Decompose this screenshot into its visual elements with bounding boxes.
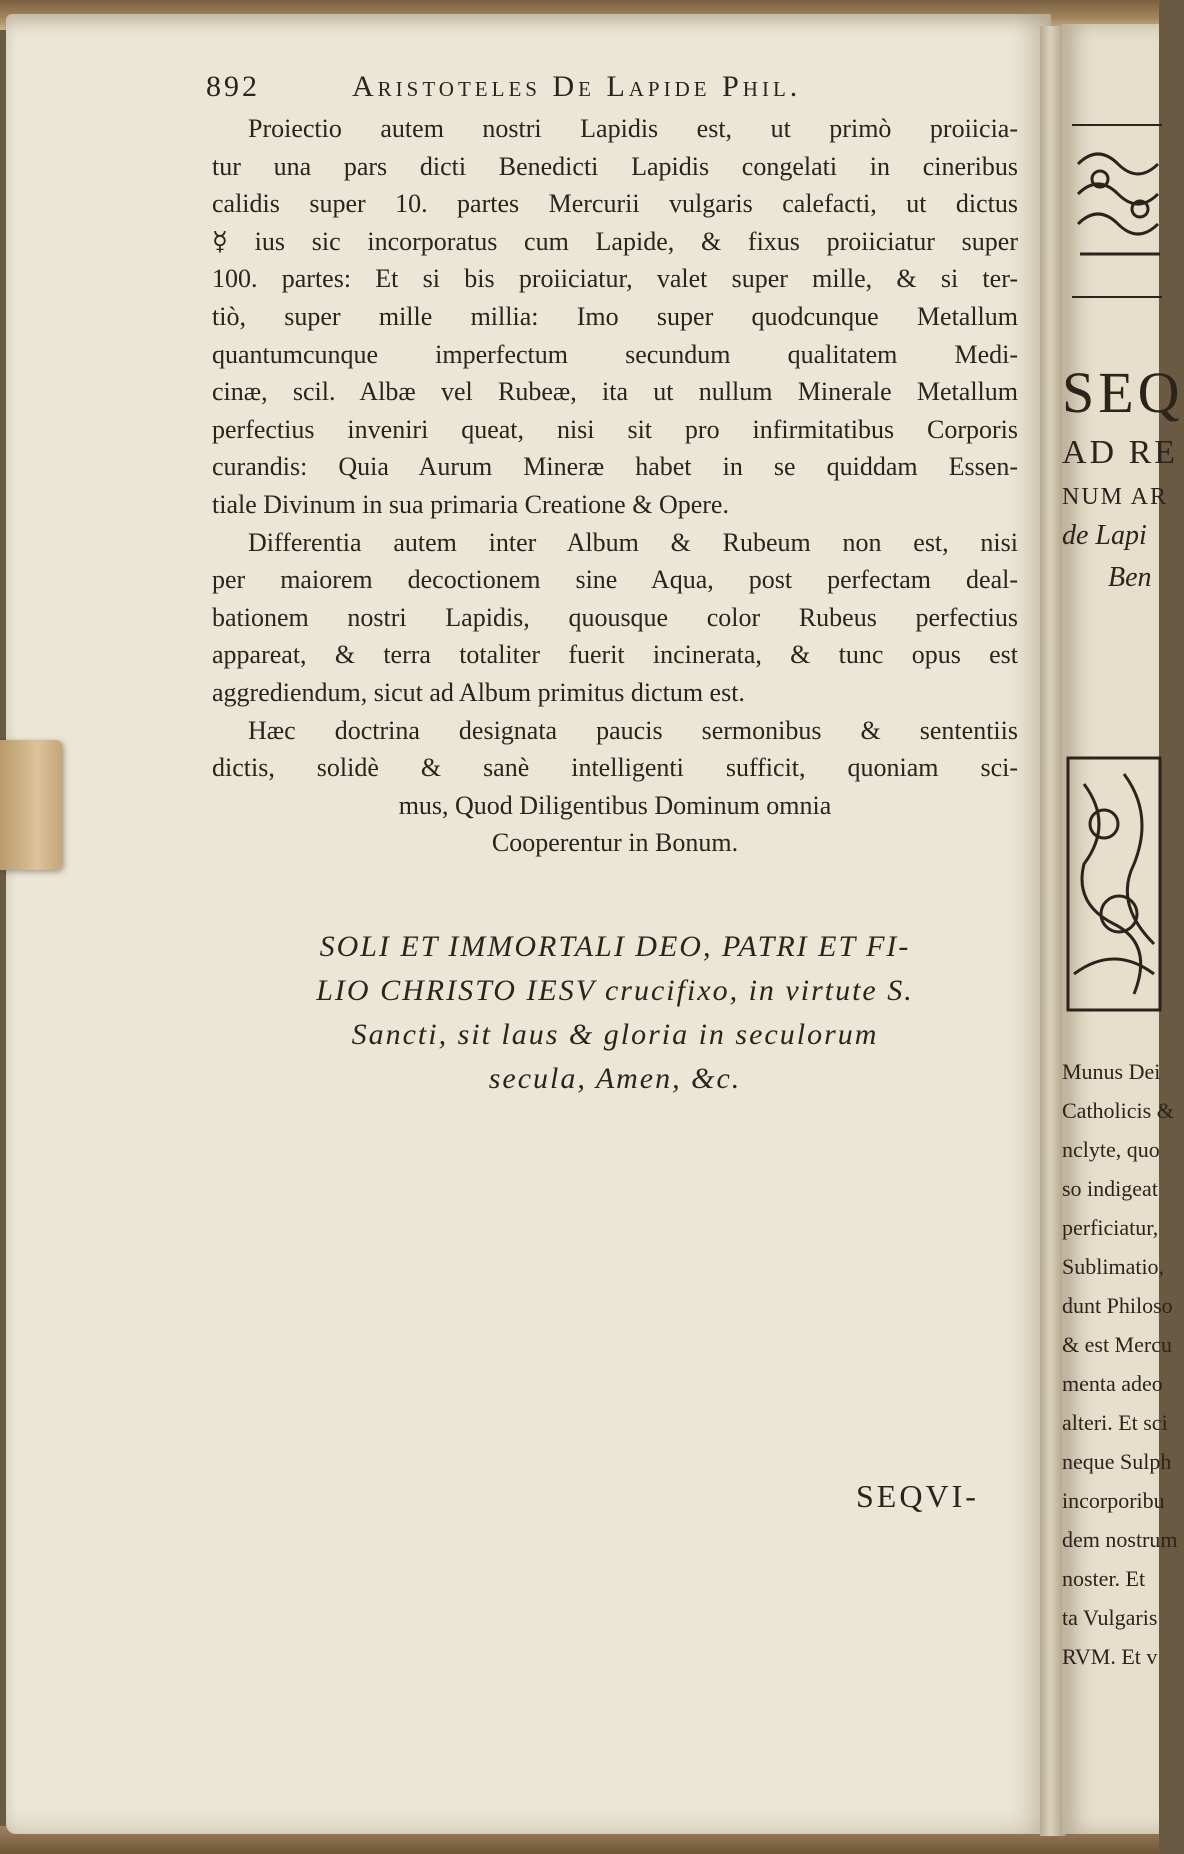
right-text-line: noster. Et (1062, 1566, 1146, 1591)
text-line: tur una pars dicti Benedicti Lapidis congelati in cineribus (212, 151, 1018, 181)
text-line: Differentia autem inter Album & Rubeum non est, nisi (248, 527, 1018, 557)
right-text-line: incorporibu (1062, 1488, 1165, 1513)
right-title-line: SEQ (1062, 360, 1184, 425)
text-line: ☿ ius sic incorporatus cum Lapide, & fixus proiiciatur super (212, 226, 1018, 256)
text-line: bationem nostri Lapidis, quousque color Rubeus perfectius (212, 602, 1018, 632)
right-text-line: menta adeo (1062, 1371, 1163, 1396)
right-text-line: perficiatur, (1062, 1215, 1159, 1240)
doxology (212, 925, 1018, 1101)
decorated-initial-icon (1064, 754, 1164, 1014)
paragraph-differentia (212, 524, 1018, 712)
right-text-line: RVM. Et v (1062, 1644, 1158, 1669)
right-text-line: & est Mercu (1062, 1332, 1172, 1357)
right-text-line: so indigeat (1062, 1176, 1158, 1201)
page-number: 892 (206, 70, 260, 103)
text-line: 100. partes: Et si bis proiiciatur, valet super mille, & si ter- (212, 264, 1018, 294)
ornament-rule (1072, 124, 1162, 126)
right-text-line: dem nostrum (1062, 1527, 1178, 1552)
text-line: appareat, & terra totaliter fuerit incinerata, & tunc opus est (212, 640, 1018, 670)
text-line: aggrediendum, sicut ad Album primitus dictum est. (212, 677, 745, 707)
text-line: tiale Divinum in sua primaria Creatione & Opere. (212, 489, 729, 519)
text-line: mus, Quod Diligentibus Dominum omnia (398, 790, 832, 820)
text-line: curandis: Quia Aurum Mineræ habet in se quiddam Essen- (212, 452, 1018, 482)
right-title-line: NUM AR (1062, 484, 1169, 510)
text-line: dictis, solidè & sanè intelligenti sufficit, quoniam sci- (212, 753, 1018, 783)
text-line: tiò, super mille millia: Imo super quodcunque Metallum (212, 301, 1018, 331)
doxology-line: secula, Amen, &c. (488, 1062, 742, 1095)
headpiece-ornament-icon (1070, 134, 1170, 294)
running-title: Aristoteles De Lapide Phil. (352, 70, 802, 103)
ornament-rule (1072, 296, 1162, 298)
right-text-line: ta Vulgaris (1062, 1605, 1158, 1630)
doxology-line: LIO CHRISTO IESV crucifixo, in virtute S. (316, 974, 914, 1007)
right-text-line: dunt Philoso (1062, 1293, 1173, 1318)
right-title-line: de Lapi (1062, 520, 1147, 551)
text-line: perfectius inveniri queat, nisi sit pro infirmitatibus Corporis (212, 414, 1018, 444)
right-title-line: Ben (1108, 562, 1152, 593)
right-text (1062, 1052, 1178, 1676)
text-line: Proiectio autem nostri Lapidis est, ut primò proiicia- (248, 114, 1018, 143)
running-header (206, 70, 1026, 110)
paragraph-haec-doctrina (212, 712, 1018, 862)
doxology-line: SOLI ET IMMORTALI DEO, PATRI ET FI- (319, 930, 911, 963)
text-line: cinæ, scil. Albæ vel Rubeæ, ita ut nullum Minerale Metallum (212, 377, 1018, 407)
right-text-line: neque Sulph (1062, 1449, 1172, 1474)
right-text-line: alteri. Et sci (1062, 1410, 1168, 1435)
catchword: SEQVI- (856, 1478, 979, 1514)
right-page (1062, 24, 1184, 1834)
text-line: quantumcunque imperfectum secundum qualitatem Medi- (212, 339, 1018, 369)
right-text-line: Munus Dei (1062, 1059, 1161, 1084)
right-text-line: nclyte, quo (1062, 1137, 1160, 1162)
right-text-line: Catholicis & (1062, 1098, 1174, 1123)
text-line: per maiorem decoctionem sine Aqua, post perfectam deal- (212, 565, 1018, 595)
text-line: Hæc doctrina designata paucis sermonibus & sententiis (248, 715, 1018, 745)
text-line: calidis super 10. partes Mercurii vulgaris calefacti, ut dictus (212, 189, 1018, 219)
bookmark-tab (0, 740, 62, 870)
right-title-line: AD RE (1062, 434, 1179, 471)
right-text-line: Sublimatio, (1062, 1254, 1165, 1279)
paragraph-projectio (212, 110, 1018, 524)
body-text (212, 110, 1018, 862)
text-line: Cooperentur in Bonum. (491, 828, 739, 858)
doxology-line: Sancti, sit laus & gloria in seculorum (351, 1018, 879, 1051)
